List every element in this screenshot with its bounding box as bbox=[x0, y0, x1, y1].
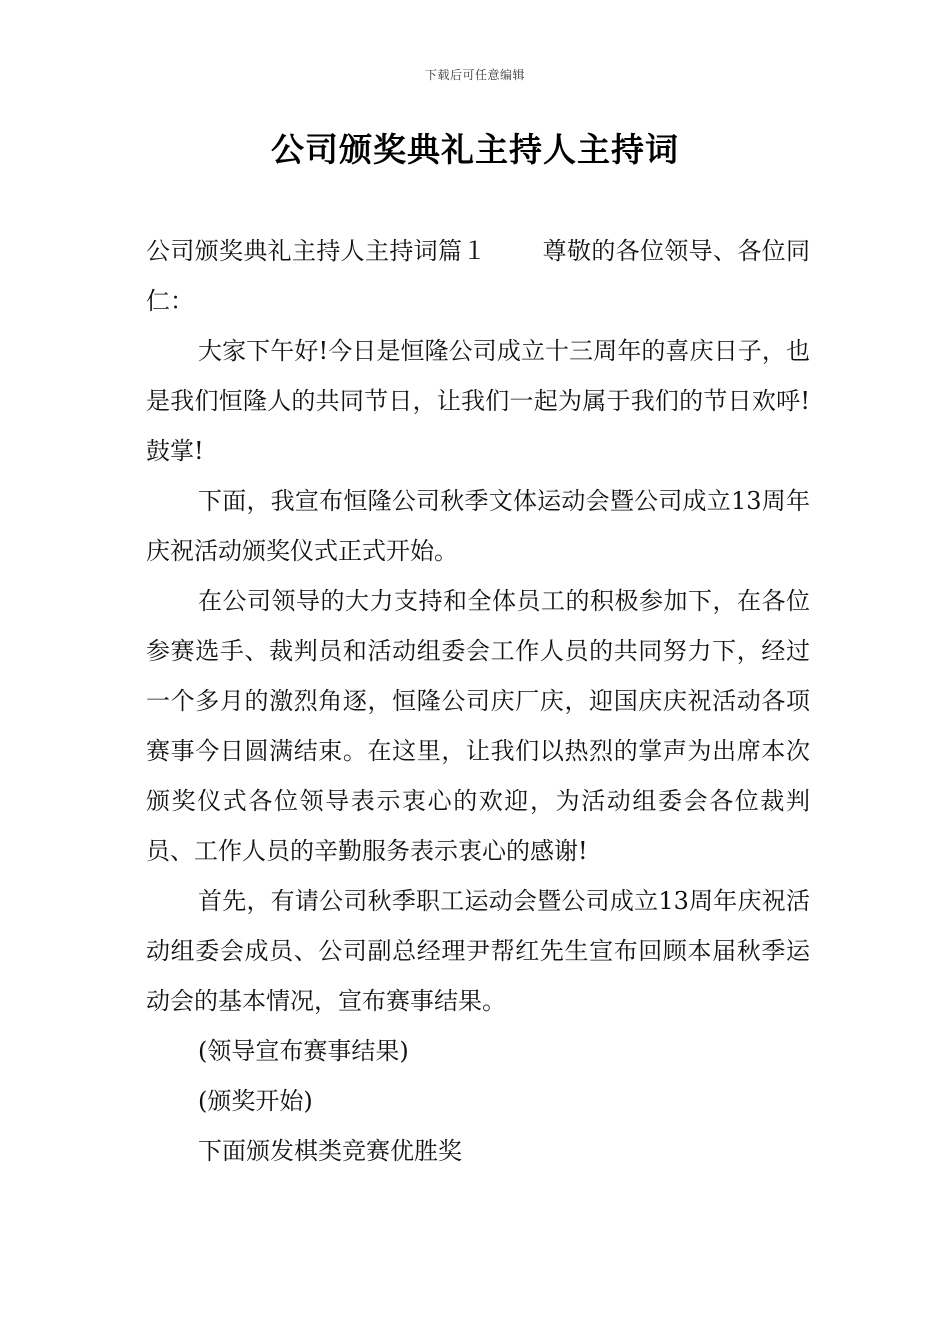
document-body bbox=[146, 226, 810, 1176]
header-note: 下载后可任意编辑 bbox=[424, 68, 525, 82]
section-heading: 公司颁奖典礼主持人主持词篇１ bbox=[146, 237, 487, 265]
document-title: 公司颁奖典礼主持人主持词 bbox=[271, 130, 679, 169]
salutation: 尊敬的各位领导、各位同仁： bbox=[146, 237, 811, 315]
paragraph-results-invite: 首先，有请公司秋季职工运动会暨公司成立13周年庆祝活动组委会成员、公司副总经理尹帮红先生宣布回顾本届秋季运动会的基本情况，宣布赛事结果。 bbox=[146, 887, 810, 1015]
lead-paragraph bbox=[146, 226, 810, 326]
paragraph-chess-award: 下面颁发棋类竞赛优胜奖 bbox=[198, 1137, 462, 1165]
paragraph-stage-note-awards: (颁奖开始) bbox=[198, 1087, 313, 1115]
paragraph-stage-note-results: (领导宣布赛事结果) bbox=[198, 1037, 409, 1065]
paragraph-thanks: 在公司领导的大力支持和全体员工的积极参加下，在各位参赛选手、裁判员和活动组委会工作人员的共同努力下，经过一个多月的激烈角逐，恒隆公司庆厂庆，迎国庆庆祝活动各项赛事今日圆满结束。在这里，让我们以热烈的掌声为出席本次颁奖仪式各位领导表示衷心的欢迎，为活动组委会各位裁判员、工作人员的辛勤服务表示衷心的感谢! bbox=[146, 587, 810, 865]
paragraph-opening: 下面，我宣布恒隆公司秋季文体运动会暨公司成立13周年庆祝活动颁奖仪式正式开始。 bbox=[146, 487, 810, 565]
paragraph-greeting: 大家下午好!今日是恒隆公司成立十三周年的喜庆日子，也是我们恒隆人的共同节日，让我们一起为属于我们的节日欢呼!鼓掌! bbox=[146, 337, 810, 465]
